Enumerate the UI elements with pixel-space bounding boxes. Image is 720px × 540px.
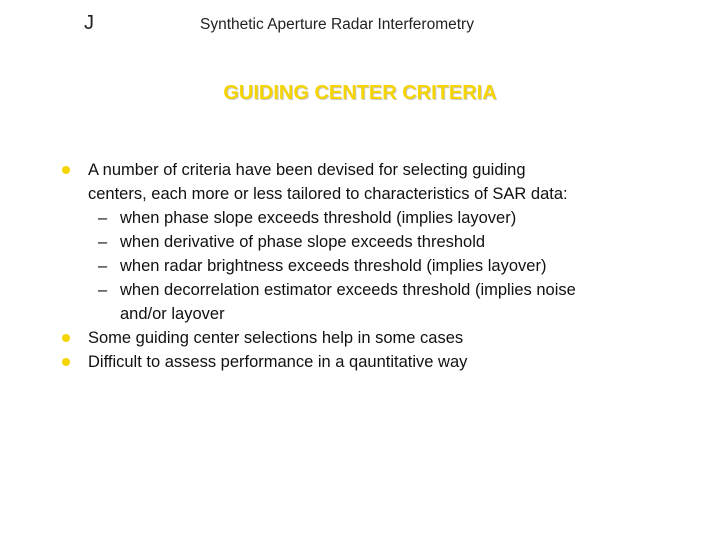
slide-title: GUIDING CENTER CRITERIA bbox=[223, 82, 497, 104]
bullet-dot-icon bbox=[62, 166, 70, 174]
bullet-dot-icon bbox=[62, 358, 70, 366]
bullet-item-1 bbox=[0, 158, 720, 182]
sub-item-4 bbox=[0, 278, 720, 302]
dash-icon: – bbox=[98, 233, 108, 251]
sub-item-text: when radar brightness exceeds threshold (implies layover) bbox=[120, 257, 547, 275]
bullet-text: centers, each more or less tailored to characteristics of SAR data: bbox=[88, 185, 568, 203]
sub-item-1 bbox=[0, 206, 720, 230]
sub-item-text: when decorrelation estimator exceeds threshold (implies noise bbox=[120, 281, 576, 299]
bullet-item-1-continuation bbox=[0, 182, 720, 206]
bullet-text: Difficult to assess performance in a qauntitative way bbox=[88, 353, 468, 371]
dash-icon: – bbox=[98, 281, 108, 299]
sub-item-text: when derivative of phase slope exceeds threshold bbox=[120, 233, 486, 251]
logo-glyph: J bbox=[84, 12, 94, 34]
bullet-list bbox=[0, 158, 720, 374]
sub-item-text: when phase slope exceeds threshold (implies layover) bbox=[120, 209, 517, 227]
bullet-text: Some guiding center selections help in some cases bbox=[88, 329, 464, 347]
bullet-item-2 bbox=[0, 326, 720, 350]
bullet-text: A number of criteria have been devised for selecting guiding bbox=[88, 161, 526, 179]
bullet-item-3 bbox=[0, 350, 720, 374]
bullet-dot-icon bbox=[62, 334, 70, 342]
dash-icon: – bbox=[98, 257, 108, 275]
sub-item-text: and/or layover bbox=[120, 305, 225, 323]
sub-item-2 bbox=[0, 230, 720, 254]
sub-item-3 bbox=[0, 254, 720, 278]
header-title: Synthetic Aperture Radar Interferometry bbox=[200, 16, 474, 33]
dash-icon: – bbox=[98, 209, 108, 227]
sub-item-4-continuation bbox=[0, 302, 720, 326]
